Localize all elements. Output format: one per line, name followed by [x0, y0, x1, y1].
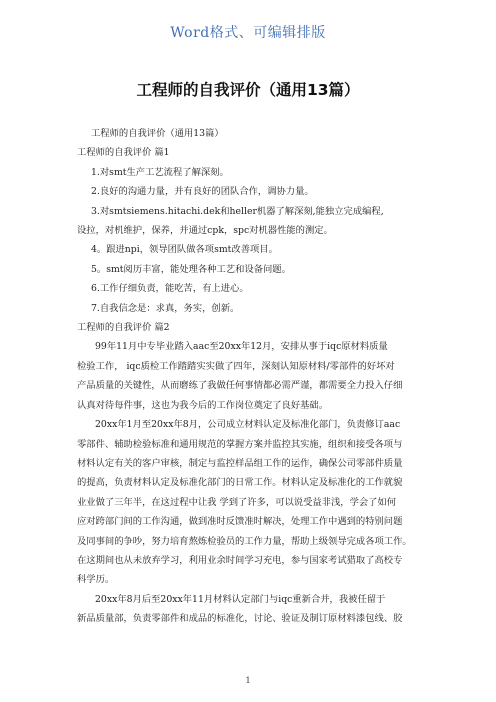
paragraph-line: 产品质量的关键性，从而磨练了我做任何事情都必需严谨，都需要全力投入仔细 [77, 380, 403, 392]
page-header: Word格式、可编辑排版 [170, 25, 326, 41]
list-item: 1.对smt生产工艺流程了解深刻。 [91, 166, 229, 178]
section-heading: 工程师的自我评价 篇1 [77, 147, 170, 159]
paragraph-line: 及同事间的争吵，努力培育熬炼检验员的工作力量，帮助上级领导完成各项工作。 [77, 535, 412, 547]
paragraph-line: 材料认定有关的客户审核，制定与监控样品组工作的运作，确保公司零部件质量 [77, 457, 403, 469]
paragraph-line: 99年11月中专毕业踏入aac至20xx年12月，安排从事于iqc原材料质量 [95, 341, 388, 353]
list-item: 2.良好的沟通力量，并有良好的团队合作，调协力量。 [91, 186, 314, 198]
paragraph-line: 检验工作， iqc质检工作踏踏实实做了四年，深刻认知原材料/零部件的好坏对 [77, 360, 395, 372]
document-title: 工程师的自我评价（通用13篇） [136, 81, 360, 99]
paragraph-line: 20xx年1月至20xx年8月，公司成立材料认定及标准化部门，负责修订aac [95, 419, 401, 431]
subtitle-line: 工程师的自我评价（通用13篇） [91, 128, 224, 139]
page-number: 1 [245, 676, 251, 685]
paragraph-line: 新品质量部，负责零部件和成品的标准化，讨论、验证及制订原材料漆包线、胶 [77, 613, 403, 625]
paragraph-line: 应对跨部门间的工作沟通，做到准时反馈准时解决，处理工作中遇到的特别问题 [77, 516, 403, 528]
paragraph-line: 在这期间也从未放弃学习，利用业余时间学习充电，参与国家考试猎取了高校专 [77, 554, 403, 566]
paragraph-line: 20xx年8月后至20xx年11月材料认定部门与iqc重新合并，我被任留于 [95, 593, 386, 605]
list-item-continuation: 设拉，对机维护，保养，并通过cpk，spc对机器性能的测定。 [77, 225, 333, 237]
list-item: 4。跟进npi，领导团队做各项smt改善项目。 [91, 244, 278, 256]
paragraph-line: 认真对待每件事，这也为我今后的工作岗位奠定了良好基础。 [77, 399, 329, 411]
list-item: 3.对smtsiemens.hitachi.dek和heller机器了解深刻,能独立完成编程, [91, 205, 384, 217]
document-body [77, 124, 423, 629]
list-item: 6.工作仔细负责，能吃苦，有上进心。 [91, 283, 249, 295]
section-heading: 工程师的自我评价 篇2 [77, 322, 170, 334]
paragraph-line: 零部件、辅助检验标准和通用规范的掌握方案并监控其实施，组织和接受各项与 [77, 438, 403, 450]
paragraph-line: 业业做了三年半，在这过程中让我 学到了许多，可以说受益非浅，学会了如何 [77, 496, 397, 508]
list-item: 5。smt阅历丰富，能处理各种工艺和设备问题。 [91, 263, 291, 275]
paragraph-line: 科学历。 [77, 574, 115, 586]
list-item: 7.自我信念是：求真，务实，创新。 [91, 302, 240, 314]
paragraph-line: 的提高，负责材料认定及标准化部门的日常工作。材料认定及标准化的工作就貌 [77, 477, 403, 489]
